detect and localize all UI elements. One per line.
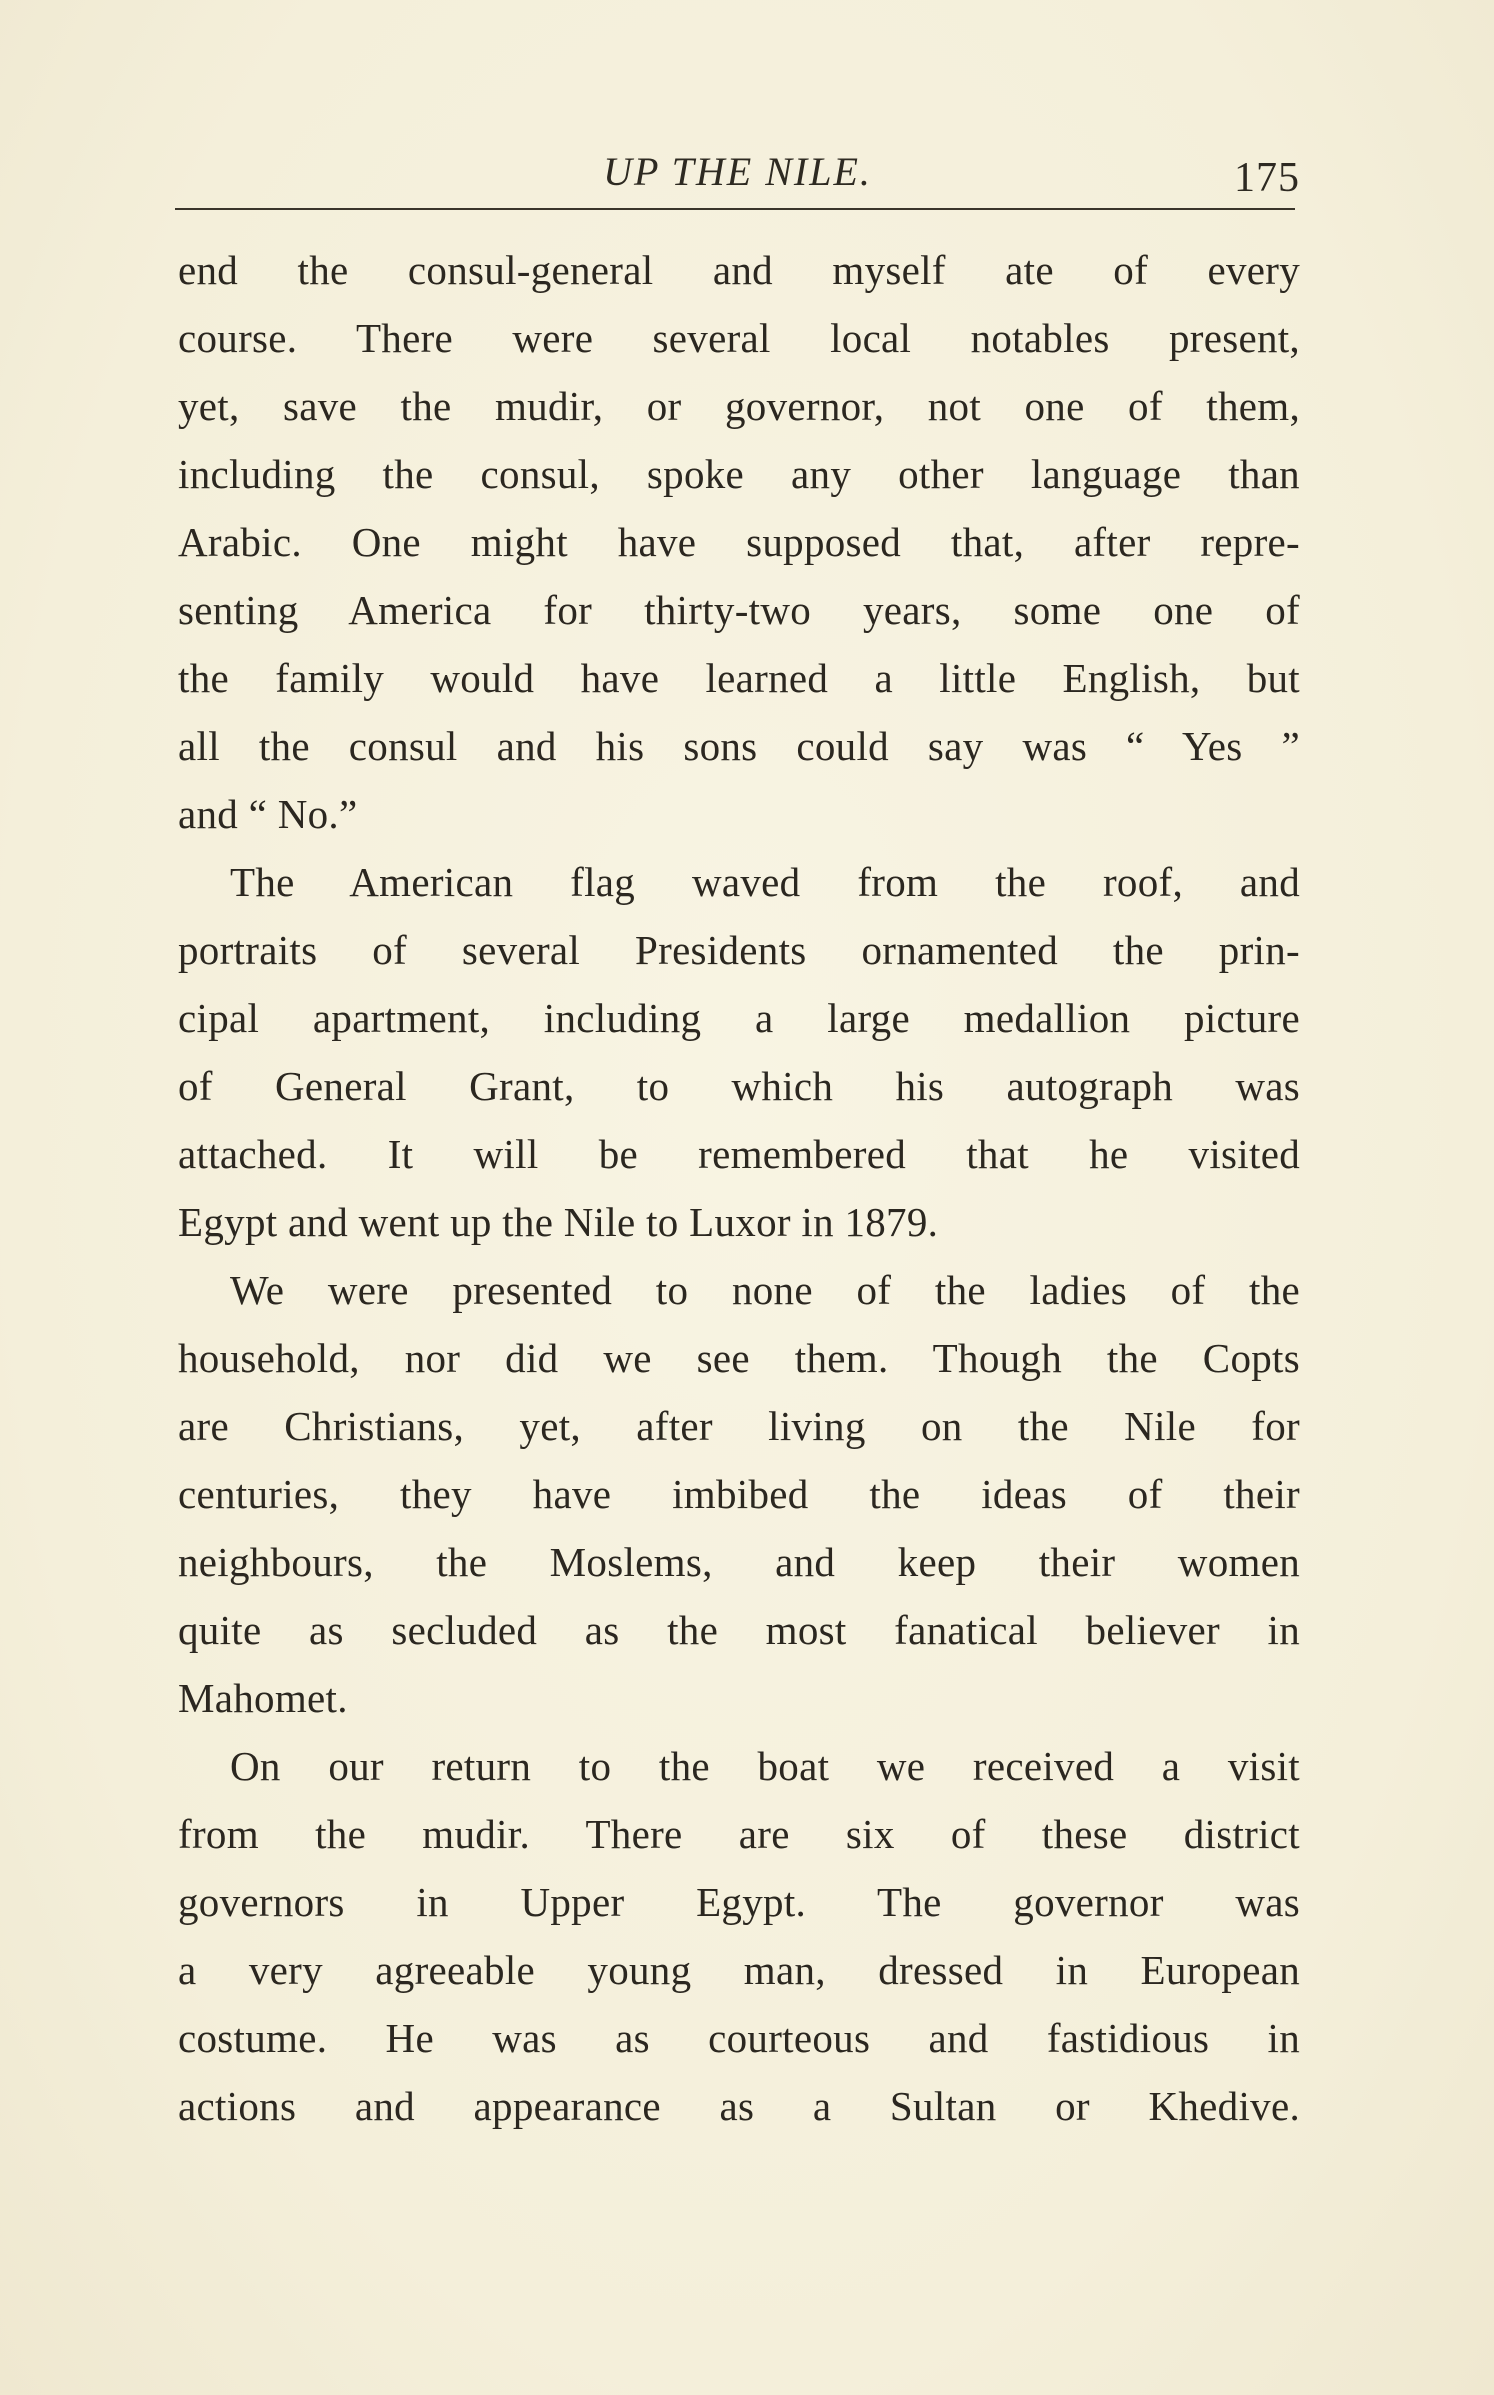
text-line: The American flag waved from the roof, and (230, 859, 1300, 905)
text-line: household, nor did we see them. Though the Copts (178, 1335, 1300, 1381)
text-line: centuries, they have imbibed the ideas of their (178, 1471, 1300, 1517)
text-line: actions and appearance as a Sultan or Khedive. (178, 2083, 1300, 2129)
text-line: attached. It will be remembered that he visited (178, 1131, 1300, 1177)
text-line: the family would have learned a little English, but (178, 655, 1300, 701)
text-line: We were presented to none of the ladies of the (230, 1267, 1300, 1313)
body-text (178, 236, 1300, 2140)
running-title: UP THE NILE. (603, 149, 872, 194)
text-line: a very agreeable young man, dressed in European (178, 1947, 1300, 1993)
text-line: are Christians, yet, after living on the Nile for (178, 1403, 1300, 1449)
text-line: cipal apartment, including a large medallion picture (178, 995, 1300, 1041)
text-line: and “ No.” (178, 791, 358, 837)
header-rule (175, 208, 1295, 210)
running-head (175, 140, 1300, 200)
text-line: all the consul and his sons could say was “ Yes ” (178, 723, 1300, 769)
text-line: Egypt and went up the Nile to Luxor in 1879. (178, 1199, 939, 1245)
text-line: including the consul, spoke any other language than (178, 451, 1300, 497)
text-line: course. There were several local notables present, (178, 315, 1300, 361)
text-line: Mahomet. (178, 1675, 348, 1721)
text-line: costume. He was as courteous and fastidious in (178, 2015, 1300, 2061)
text-line: quite as secluded as the most fanatical believer in (178, 1607, 1300, 1653)
text-line: senting America for thirty-two years, some one of (178, 587, 1300, 633)
text-line: yet, save the mudir, or governor, not one of them, (178, 383, 1300, 429)
text-line: Arabic. One might have supposed that, after repre- (178, 519, 1300, 565)
text-line: portraits of several Presidents ornamented the prin- (178, 927, 1300, 973)
text-line: On our return to the boat we received a visit (230, 1743, 1300, 1789)
text-line: neighbours, the Moslems, and keep their women (178, 1539, 1300, 1585)
text-line: governors in Upper Egypt. The governor was (178, 1879, 1300, 1925)
text-line: end the consul-general and myself ate of every (178, 247, 1300, 293)
page-number: 175 (1234, 155, 1300, 201)
text-line: of General Grant, to which his autograph was (178, 1063, 1300, 1109)
text-line: from the mudir. There are six of these district (178, 1811, 1300, 1857)
